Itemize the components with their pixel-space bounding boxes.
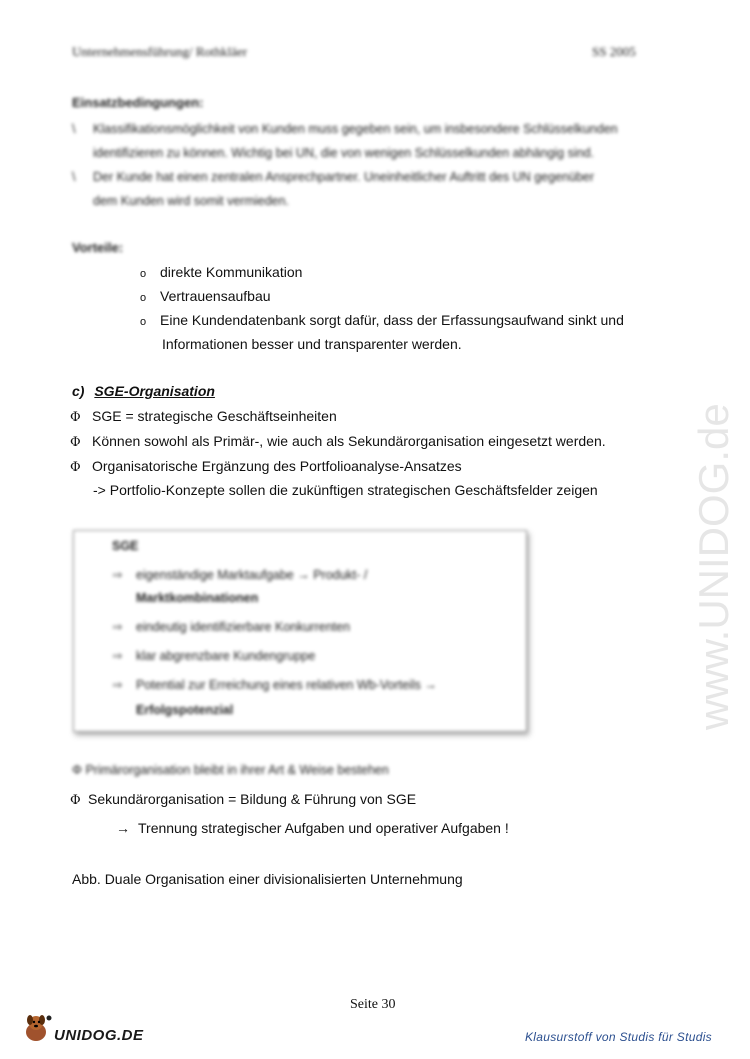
einsatz-item-2-line-1: Der Kunde hat einen zentralen Ansprechpartner. Uneinheitlicher Auftritt des UN gegenüber	[93, 170, 595, 184]
unidog-logo	[22, 1010, 152, 1046]
sge-box-row-text: Potential zur Erreichung eines relativen Wb-Vorteils →	[136, 678, 437, 692]
sge-box-row-1	[112, 567, 367, 582]
sge-item-3	[70, 458, 462, 476]
watermark	[690, 270, 740, 740]
sge-item-text: SGE = strategische Geschäftseinheiten	[92, 408, 337, 424]
sge-item-2	[70, 433, 606, 451]
sge-item-text: Organisatorische Ergänzung des Portfolioanalyse-Ansatzes	[92, 458, 462, 474]
sge-title: SGE-Organisation	[94, 383, 215, 399]
vorteile-item-2	[140, 288, 271, 306]
einsatz-item-1-line-1: Klassifikationsmöglichkeit von Kunden muss gegeben sein, um insbesondere Schlüsselkunden	[93, 122, 618, 136]
einsatz-bullet-1-glyph: \	[72, 122, 76, 136]
einsatz-item-2-line-2: dem Kunden wird somit vermieden.	[93, 194, 289, 208]
footer-slogan: Klausurstoff von Studis für Studis	[525, 1030, 712, 1044]
phi-bullet-icon: Φ	[70, 435, 81, 450]
double-arrow-icon: ⇒	[112, 678, 123, 692]
figure-caption: Abb. Duale Organisation einer divisionalisierten Unternehmung	[72, 871, 463, 887]
trennung-text: Trennung strategischer Aufgaben und operativer Aufgaben !	[138, 820, 509, 836]
sge-box-row-4	[112, 677, 437, 692]
vorteile-item-text: direkte Kommunikation	[160, 264, 303, 280]
sge-box-row-text: klar abgrenzbare Kundengruppe	[136, 649, 316, 663]
sge-box-row-text: eindeutig identifizierbare Konkurrenten	[136, 620, 351, 634]
vorteile-title: Vorteile:	[72, 240, 124, 255]
sge-box-row-4-continuation: Erfolgspotenzial	[136, 703, 234, 717]
double-arrow-icon: ⇒	[112, 620, 123, 634]
sekundaer-text: Sekundärorganisation = Bildung & Führung von SGE	[88, 791, 417, 807]
sekundaer-line	[70, 791, 416, 809]
vorteile-item-1	[140, 264, 302, 282]
trennung-line	[116, 820, 509, 838]
double-arrow-icon: ⇒	[112, 649, 123, 663]
vorteile-item-text: Vertrauensaufbau	[160, 288, 271, 304]
sge-box-title: SGE	[112, 539, 139, 553]
dog-icon	[22, 1010, 152, 1046]
header-semester: SS 2005	[592, 44, 636, 59]
sge-box-row-3	[112, 648, 315, 663]
phi-bullet-icon: Φ	[70, 410, 81, 425]
sge-label: c)	[72, 383, 85, 399]
header-title: Unternehmensführung/ Rothkläer	[72, 44, 248, 59]
sge-item-text: Können sowohl als Primär-, wie auch als Sekundärorganisation eingesetzt werden.	[92, 433, 606, 449]
sge-box-row-text: eigenständige Marktaufgabe → Produkt- /	[136, 568, 368, 582]
right-arrow-icon: →	[116, 820, 130, 836]
logo-text: UNIDOG.DE	[54, 1027, 144, 1044]
einsatz-bullet-2-glyph: \	[72, 170, 76, 184]
double-arrow-icon: ⇒	[112, 568, 123, 582]
vorteile-item-3-continuation: Informationen besser und transparenter werden.	[162, 336, 462, 352]
circle-bullet-icon: o	[140, 292, 147, 304]
vorteile-item-text: Eine Kundendatenbank sorgt dafür, dass der Erfassungsaufwand sinkt und	[160, 312, 624, 328]
sge-box-row-1-continuation: Marktkombinationen	[136, 591, 259, 605]
phi-bullet-icon: Φ	[70, 793, 81, 808]
circle-bullet-icon: o	[140, 268, 147, 280]
circle-bullet-icon: o	[140, 316, 147, 328]
sge-box	[73, 530, 527, 732]
sge-heading	[72, 383, 215, 399]
phi-bullet-icon: Φ	[70, 460, 81, 475]
einsatz-title: Einsatzbedingungen:	[72, 95, 204, 110]
sge-item-1	[70, 408, 337, 426]
sge-box-row-2	[112, 619, 350, 634]
page-number: Seite 30	[350, 997, 396, 1012]
vorteile-item-3	[140, 312, 624, 330]
einsatz-item-1-line-2: identifizieren zu können. Wichtig bei UN, die von wenigen Schlüsselkunden abhängig sind.	[93, 146, 595, 160]
sge-continuation: -> Portfolio-Konzepte sollen die zukünftigen strategischen Geschäftsfelder zeigen	[93, 482, 598, 498]
primaer-line: Φ Primärorganisation bleibt in ihrer Art & Weise bestehen	[72, 763, 389, 777]
watermark-text: www.UNIDOG.de	[690, 403, 737, 730]
